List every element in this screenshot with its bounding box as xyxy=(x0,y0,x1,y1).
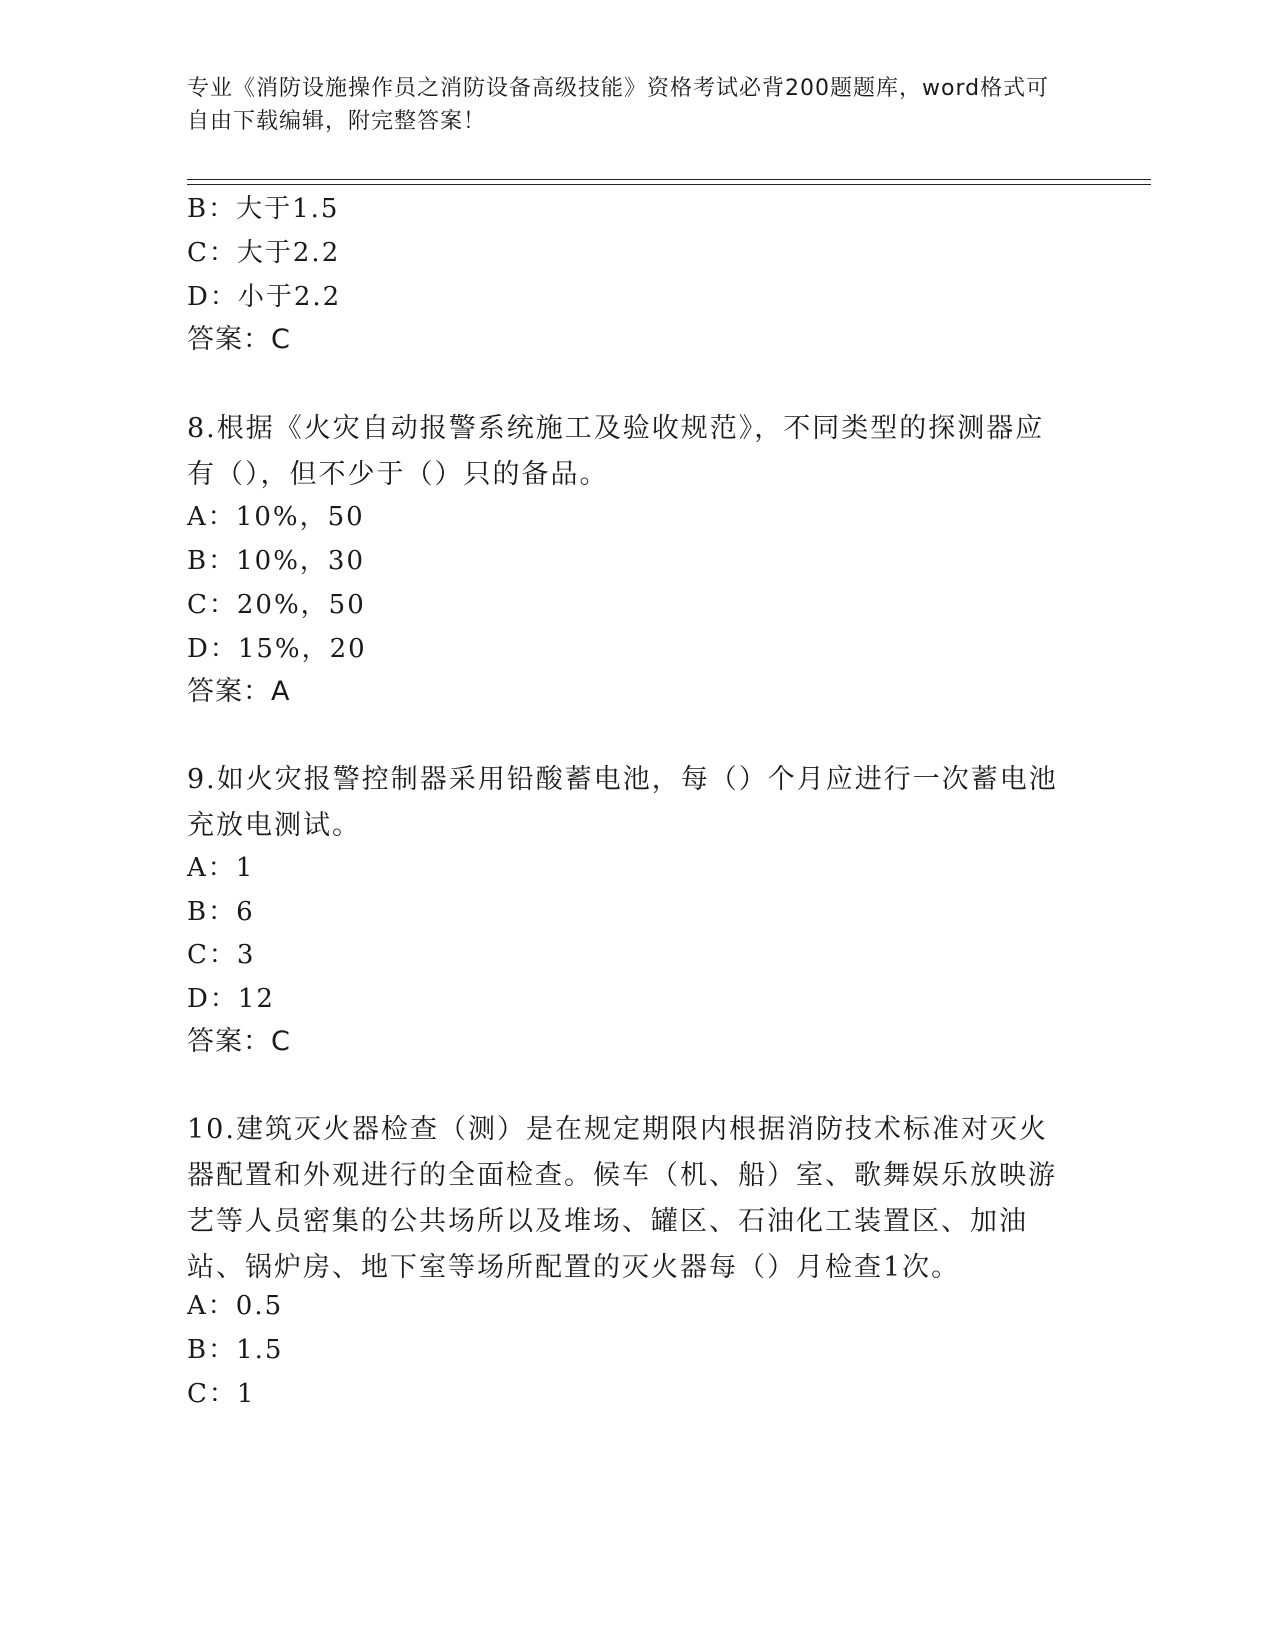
q9-answer: 答案：C xyxy=(187,1026,291,1057)
q8-option-c: C：20%，50 xyxy=(187,590,366,620)
q8-option-b: B：10%，30 xyxy=(187,546,365,576)
q9-option-a: A：1 xyxy=(187,853,255,883)
q8-option-a: A：10%，50 xyxy=(187,502,365,532)
document-header: 专业《消防设施操作员之消防设备高级技能》资格考试必背200题题库，word格式可自由下载编辑，附完整答案！ xyxy=(187,76,1050,134)
header-divider-top xyxy=(187,179,1151,180)
q9-option-d: D：12 xyxy=(187,984,275,1014)
prev-option-b: B：大于1.5 xyxy=(187,194,340,224)
q8-answer: 答案：A xyxy=(187,676,291,707)
q9-option-c: C：3 xyxy=(187,940,256,970)
prev-answer: 答案：C xyxy=(187,324,291,355)
prev-option-d: D：小于2.2 xyxy=(187,282,342,312)
question-9-text: 9.如火灾报警控制器采用铅酸蓄电池，每（）个月应进行一次蓄电池充放电测试。 xyxy=(187,764,1058,841)
q8-option-d: D：15%，20 xyxy=(187,634,367,664)
q10-option-a: A：0.5 xyxy=(187,1291,284,1321)
q9-option-b: B：6 xyxy=(187,897,255,927)
header-divider-bottom xyxy=(187,184,1151,185)
question-10-text: 10.建筑灭火器检查（测）是在规定期限内根据消防技术标准对灭火器配置和外观进行的全面检查。候车（机、船）室、歌舞娱乐放映游艺等人员密集的公共场所以及堆场、罐区、石油化工装置区、加油站、锅炉房、地下室等场所配置的灭火器每（）月检查1次。 xyxy=(187,1114,1057,1283)
question-8-text: 8.根据《火灾自动报警系统施工及验收规范》，不同类型的探测器应有（），但不少于（）只的备品。 xyxy=(187,413,1045,490)
q10-option-b: B：1.5 xyxy=(187,1335,284,1365)
q10-option-c: C：1 xyxy=(187,1379,256,1409)
prev-option-c: C：大于2.2 xyxy=(187,238,341,268)
